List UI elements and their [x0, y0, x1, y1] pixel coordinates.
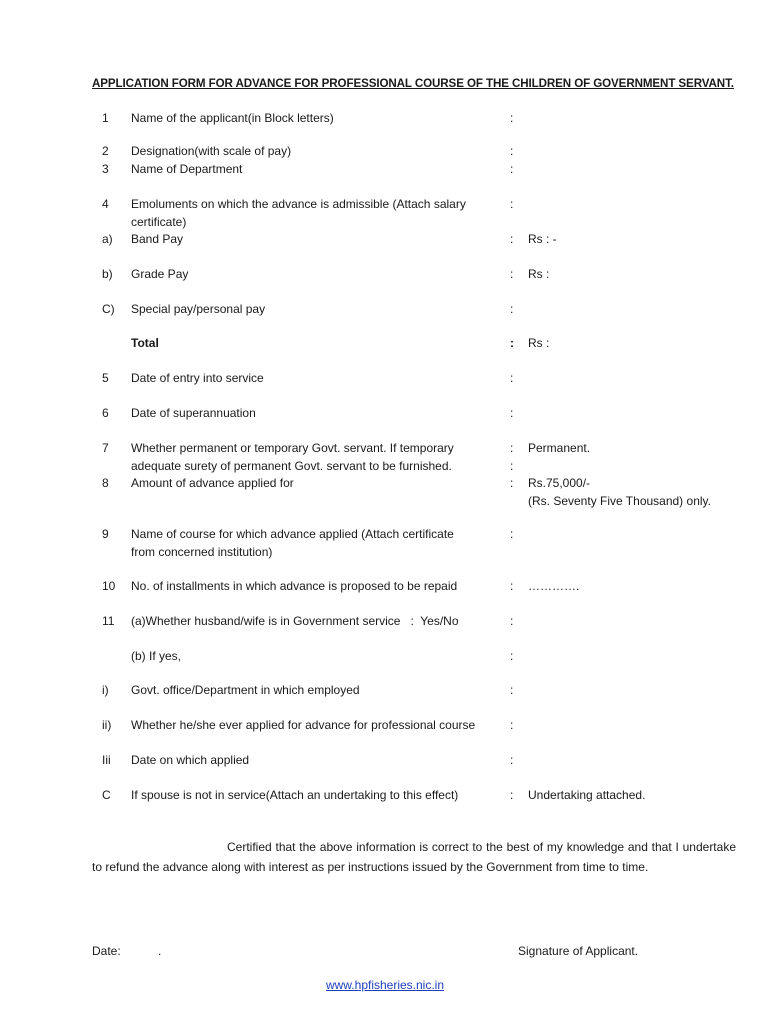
row-number: ii)	[102, 718, 112, 732]
row-label: Designation(with scale of pay)	[131, 144, 292, 158]
row-colon: :	[510, 336, 514, 350]
row-colon: :	[510, 162, 514, 176]
signature-label: Signature of Applicant.	[518, 944, 639, 958]
row-value: Undertaking attached.	[528, 788, 646, 802]
row-number: 4	[102, 197, 109, 211]
date-label: Date:	[92, 944, 121, 958]
row-colon: :	[510, 144, 514, 158]
row-label: Amount of advance applied for	[131, 476, 294, 490]
row-colon: :	[510, 197, 514, 211]
row-label: Date on which applied	[131, 753, 250, 767]
row-label: Grade Pay	[131, 267, 189, 281]
row-number: 7	[102, 441, 109, 455]
row-label: Whether he/she ever applied for advance for professional course	[131, 718, 476, 732]
row-label: Emoluments on which the advance is admissible (Attach salary certificate)	[131, 197, 466, 229]
row-colon: :	[510, 267, 514, 281]
row-label: Date of entry into service	[131, 371, 264, 385]
row-number: b)	[102, 267, 113, 281]
row-label: Whether permanent or temporary Govt. servant. If temporary adequate surety of permanent Govt. servant to be furnished.	[131, 441, 454, 473]
row-number: 11	[102, 614, 115, 628]
row-value: (Rs. Seventy Five Thousand) only.	[528, 493, 711, 508]
row-label: Name of the applicant(in Block letters)	[131, 111, 334, 125]
row-colon: :	[510, 683, 514, 697]
row-number: 3	[102, 162, 109, 176]
row-number: 9	[102, 527, 109, 541]
row-colon: :	[510, 527, 514, 541]
certification-text: Certified that the above information is correct to the best of my knowledge and that I undertake to refund the advance along with interest as per instructions issued by the Government from time to time.	[92, 840, 736, 874]
row-number: Iii	[102, 753, 111, 767]
row-number: C)	[102, 302, 115, 316]
row-colon: :	[510, 458, 514, 473]
row-label: Govt. office/Department in which employed	[131, 683, 360, 697]
row-label: Name of course for which advance applied (Attach certificate from concerned institution)	[131, 527, 454, 559]
row-label: No. of installments in which advance is proposed to be repaid	[131, 579, 458, 593]
row-colon: :	[510, 406, 514, 420]
row-colon: :	[510, 371, 514, 385]
row-colon: :	[510, 302, 514, 316]
row-number: a)	[102, 232, 113, 246]
row-value: Rs.75,000/-	[528, 476, 591, 490]
row-label: If spouse is not in service(Attach an undertaking to this effect)	[131, 788, 459, 802]
row-number: 6	[102, 406, 109, 420]
row-label: (a)Whether husband/wife is in Government service : Yes/No	[131, 614, 459, 628]
row-colon: :	[510, 753, 514, 767]
row-value: Permanent.	[528, 441, 591, 455]
footer	[0, 978, 770, 992]
row-number: 1	[102, 111, 109, 125]
row-label: (b) If yes,	[131, 649, 182, 663]
row-colon: :	[510, 718, 514, 732]
row-label: Special pay/personal pay	[131, 302, 266, 316]
row-label: Name of Department	[131, 162, 243, 176]
row-number: 10	[102, 579, 116, 593]
row-number: 5	[102, 371, 109, 385]
row-colon: :	[510, 614, 514, 628]
footer-link[interactable]: www.hpfisheries.nic.in	[325, 978, 445, 992]
date-value: .	[158, 944, 162, 958]
row-colon: :	[510, 579, 514, 593]
row-label: Date of superannuation	[131, 406, 256, 420]
form-title: APPLICATION FORM FOR ADVANCE FOR PROFESSIONAL COURSE OF THE CHILDREN OF GOVERNMENT SERVANT.	[92, 77, 734, 90]
row-number: 2	[102, 144, 109, 158]
row-colon: :	[510, 111, 514, 125]
row-number: 8	[102, 476, 109, 490]
row-number: i)	[102, 683, 109, 697]
row-colon: :	[510, 788, 514, 802]
row-value: ………….	[528, 579, 580, 593]
row-value: Rs :	[528, 336, 550, 350]
row-value: Rs : -	[528, 232, 557, 246]
row-colon: :	[510, 476, 514, 490]
row-label: Total	[131, 336, 159, 350]
row-label: Band Pay	[131, 232, 184, 246]
row-colon: :	[510, 649, 514, 663]
row-number: C	[102, 788, 111, 802]
row-colon: :	[510, 441, 514, 455]
row-value: Rs :	[528, 267, 550, 281]
row-colon: :	[510, 232, 514, 246]
